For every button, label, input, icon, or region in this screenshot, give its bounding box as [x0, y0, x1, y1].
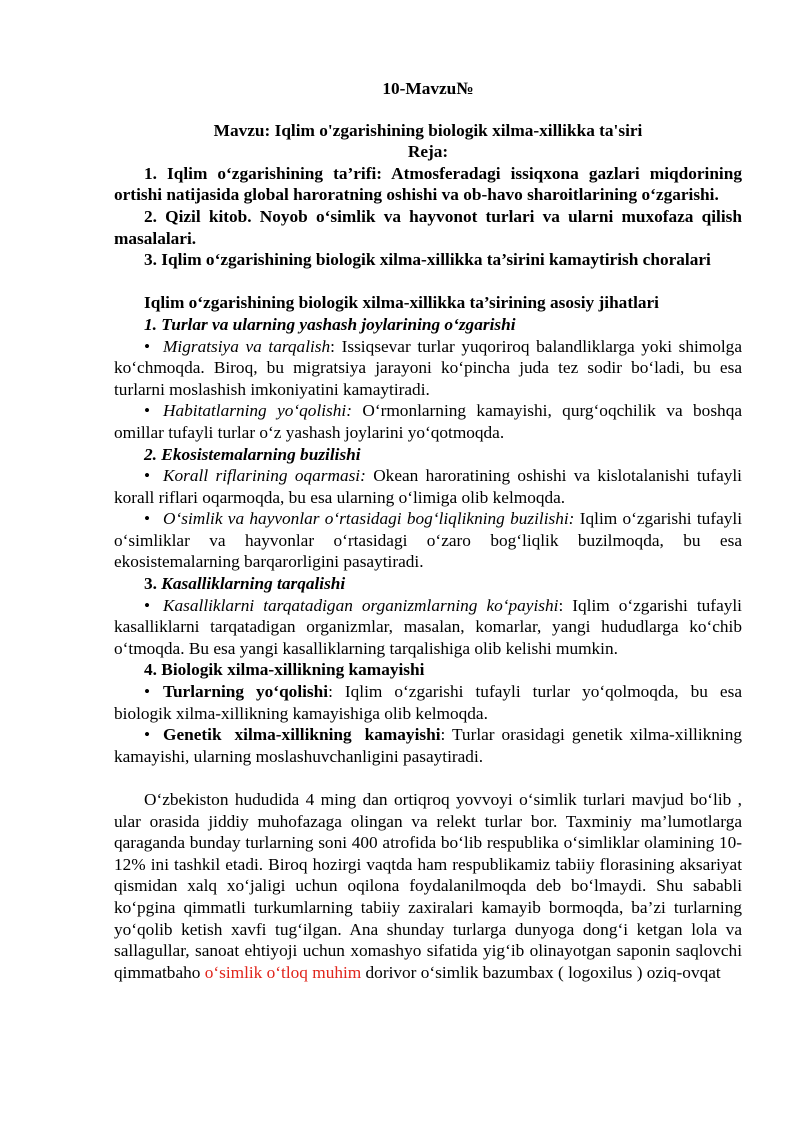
section-3-title: Kasalliklarning tarqalishi	[161, 574, 346, 594]
section-4-number: 4.	[144, 660, 157, 680]
item-text: Okean haroratining oshishi va kislotalanishi tufayli korall riflari oqarmoqda, bu esa ularning o‘limiga olib kelmoqda.	[114, 466, 742, 507]
item-text: Issiqsevar turlar yuqoriroq balandliklarga yoki shimolga ko‘chmoqda. Biroq, bu migratsiya jarayoni ko‘pincha juda tez sodir bo‘ladi, bu esa turlarni moslashish imkoniyatini kamaytiradi.	[114, 336, 742, 399]
topic-title: Mavzu: Iqlim o'zgarishining biologik xilma-xillikka ta'siri	[213, 120, 643, 140]
bullet-icon: •	[144, 336, 151, 356]
plan-item-1: 1. Iqlim o‘zgarishining ta’rifi: Atmosferadagi issiqxona gazlari miqdorining ortishi natijasida global haroratning oshishi va ob-havo sharoitlarining o‘zgarishi.	[114, 163, 742, 205]
bullet-icon: •	[144, 682, 151, 702]
list-item: • Turlarning yo‘qolishi: Iqlim o‘zgarishi tufayli turlar yo‘qolmoqda, bu esa biologik xilma-xillikning kamayishiga olib kelmoqda.	[114, 682, 742, 723]
paragraph-text: O‘zbekiston hududida 4 ming dan ortiqroq yovvoyi o‘simlik turlari mavjud bo‘lib , ular orasida jiddiy muhofazaga olingan va relekt turlar bor. Taxminiy ma’lumotlarga qaraganda bunday turlarning soni 400 atrofida bo‘lib respublika o‘simliklar olamining 10-12% ini tashkil etadi. Biroq hozirgi vaqtda ham respublikamiz tabiiy florasining aksariyat qismidan xalq xo‘jaligi uchun oqilona foydalanilmoqda deb bo‘lmaydi. Shu sababli ko‘pgina qimmatli turkumlarning tabiiy zaxiralari kamayib bormoqda, ba’zi turlarning yo‘qolib ketish xavfi tug‘ilgan. Ana shunday turlarga dunyoga dong‘i ketgan lola va sallagullar, sanoat ehtiyoji uchun xomashyo sifatida yig‘ib olinayotgan saponin saqlovchi qimmatbaho	[114, 790, 742, 982]
item-text: Iqlim o‘zgarishi tufayli turlar yo‘qolmoqda, bu esa biologik xilma-xillikning kamayishiga olib kelmoqda.	[114, 682, 742, 723]
spacer	[114, 767, 742, 789]
list-item: • Genetik xilma-xillikning kamayishi: Turlar orasidagi genetik xilma-xillikning kamayishi, ularning moslashuvchanligini pasaytiradi.	[114, 725, 742, 766]
list-item	[114, 400, 742, 443]
bullet-icon: •	[144, 725, 151, 745]
bullet-icon: •	[144, 509, 151, 529]
bullet-icon: •	[144, 466, 151, 486]
item-term: Kasalliklarni tarqatadigan organizmlarning ko‘payishi	[163, 595, 559, 615]
section-1-number: 1.	[144, 314, 157, 334]
item-text: Iqlim o‘zgarishi tufayli kasalliklarni tarqatadigan organizmlar, masalan, komarlar, yangi hududlarga ko‘chib o‘tmoqda. Bu esa yangi kasalliklarning tarqalishiga olib kelishi mumkin.	[114, 595, 742, 658]
bullet-icon: •	[144, 401, 151, 421]
item-term: Korall riflarining oqarmasi:	[163, 466, 366, 486]
list-item: • Kasalliklarni tarqatadigan organizmlarning ko‘payishi: Iqlim o‘zgarishi tufayli kasalliklarni tarqatadigan organizmlar, masalan, komarlar, yangi hududlarga ko‘chib o‘tmoqda. Bu esa yangi kasalliklarning tarqalishiga olib kelishi mumkin.	[114, 595, 742, 658]
list-item	[114, 508, 742, 573]
highlighted-text: o‘simlik o‘tloq muhim	[204, 962, 362, 982]
item-term: Genetik xilma-xillikning kamayishi	[163, 725, 441, 745]
item-text: Iqlim o‘zgarishi tufayli o‘simliklar va hayvonlar o‘rtasidagi o‘zaro bog‘liqlik buzilmoqda, bu esa ekosistemalarning barqarorligini pasaytiradi.	[114, 509, 742, 572]
item-term: O‘simlik va hayvonlar o‘rtasidagi bog‘liqlikning buzilishi:	[163, 509, 575, 529]
item-term: Migratsiya va tarqalish	[163, 336, 331, 356]
list-item: • Migratsiya va tarqalish: Issiqsevar turlar yuqoriroq balandliklarga yoki shimolga ko‘chmoqda. Biroq, bu migratsiya jarayoni ko‘pincha juda tez sodir bo‘ladi, bu esa turlarni moslashish imkoniyatini kamaytiradi.	[114, 336, 742, 399]
body-paragraph	[114, 789, 742, 983]
plan-item-3: 3. Iqlim o‘zgarishining biologik xilma-xillikka ta’sirini kamaytirish choralari	[144, 250, 711, 270]
document-body	[114, 78, 742, 983]
bullet-icon: •	[144, 595, 151, 615]
section-1-title: Turlar va ularning yashash joylarining o‘zgarishi	[161, 314, 516, 334]
item-text: Turlar orasidagi genetik xilma-xillikning kamayishi, ularning moslashuvchanligini pasaytiradi.	[114, 725, 742, 766]
section-2-title: Ekosistemalarning buzilishi	[161, 444, 361, 464]
section-2-heading	[114, 444, 742, 466]
list-item	[114, 465, 742, 508]
section-4-heading	[114, 659, 742, 681]
main-heading: Iqlim o‘zgarishining biologik xilma-xillikka ta’sirining asosiy jihatlari	[144, 293, 659, 313]
section-2-number: 2.	[144, 444, 157, 464]
item-term: Habitatlarning yo‘qolishi:	[163, 401, 352, 421]
section-4-title: Biologik xilma-xillikning kamayishi	[161, 660, 425, 680]
section-3-heading	[114, 573, 742, 595]
item-text: O‘rmonlarning kamayishi, qurg‘oqchilik va boshqa omillar tufayli turlar o‘z yashash joylarini yo‘qotmoqda.	[114, 401, 742, 442]
item-term: Turlarning yo‘qolishi	[163, 682, 329, 702]
plan-heading: Reja:	[407, 142, 449, 162]
section-3-number: 3.	[144, 574, 157, 594]
spacer	[114, 271, 742, 293]
topic-number: 10-Mavzu№	[382, 79, 474, 98]
section-1-heading	[114, 314, 742, 336]
plan-item-2: 2. Qizil kitob. Noyob o‘simlik va hayvonot turlari va ularni muxofaza qilish masalalari.	[114, 206, 742, 248]
paragraph-text-end: dorivor o‘simlik bazumbax ( logoxilus ) oziq-ovqat	[361, 962, 721, 982]
